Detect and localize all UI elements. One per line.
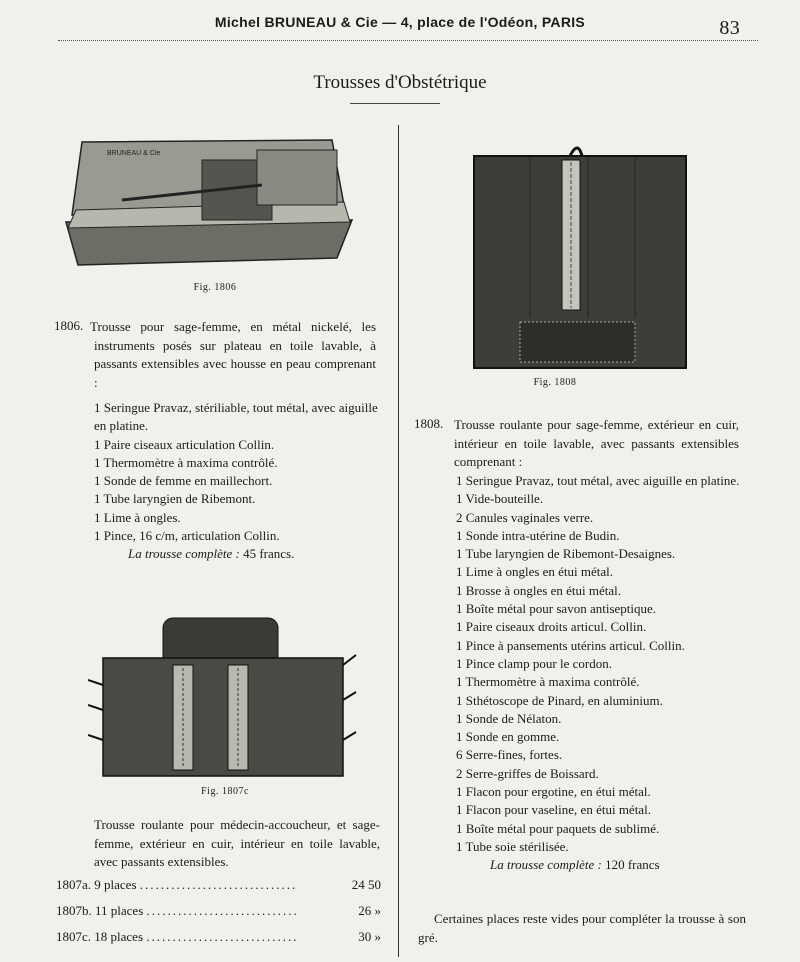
item-1807-description: Trousse roulante pour médecin-accoucheur, et sage-femme, extérieur en cuir, intérieur en toile lavable, avec passants extensibles. [94, 817, 380, 869]
price-value: 45 francs. [243, 546, 295, 562]
variant-number: 1807a. [56, 877, 92, 892]
list-item: 1 Tube laryngien de Ribemont. [94, 491, 256, 507]
header-rule [58, 40, 758, 41]
list-item: 1 Thermomètre à maxima contrôlé. [94, 454, 278, 470]
list-item: 1 Paire ciseaux droits articul. Collin. [456, 619, 647, 635]
list-item: 1 Pince à pansements utérins articul. Collin. [456, 637, 685, 653]
price-value: 120 francs [605, 857, 660, 873]
list-item: 1 Sthétoscope de Pinard, en aluminium. [456, 692, 663, 708]
variant-number: 1807c. [56, 929, 92, 944]
list-item: 1 Sonde intra-utérine de Budin. [456, 527, 620, 543]
fig-1806-caption: Fig. 1806 [193, 282, 237, 293]
list-item: 1 Boîte métal pour savon antiseptique. [456, 601, 657, 617]
fig-1807c-caption: Fig. 1807c [201, 786, 249, 797]
item-1808-number: 1808. [414, 416, 444, 431]
list-item: 1 Sonde de Nélaton. [456, 710, 562, 726]
list-item: 1 Flacon pour ergotine, en étui métal. [456, 784, 651, 800]
list-item: 6 Serre-fines, fortes. [456, 747, 563, 763]
list-item: 1 Sonde de femme en maillechort. [94, 473, 273, 489]
list-item: 1 Lime à ongles. [94, 509, 181, 525]
section-title: Trousses d'Obstétrique [313, 72, 487, 93]
variant-price: 26 » [358, 903, 381, 918]
column-divider [398, 125, 399, 957]
item-1806-price [94, 545, 379, 563]
item-1808-price [456, 856, 740, 874]
variant-price: 24 50 [351, 877, 381, 892]
item-1806-description: Trousse pour sage-femme, en métal nickelé, les instruments posés sur plateau en toile lavable, à passants extensibles avec housse en peau comprenant : [90, 319, 376, 390]
list-item: 1 Brosse à ongles en étui métal. [456, 582, 621, 598]
item-1808-contents [456, 472, 740, 875]
variant-row [56, 903, 381, 919]
variant-label: 11 places [95, 903, 144, 918]
list-item: 1 Seringue Pravaz, tout métal, avec aiguille en platine. [456, 473, 740, 488]
list-item: 2 Serre-griffes de Boissard. [456, 765, 599, 781]
fig-1807c-rolled-case-illustration [88, 610, 358, 780]
list-item: 1 Seringue Pravaz, stériliable, tout métal, avec aiguille en platine. [94, 400, 378, 434]
list-item: 1 Boîte métal pour paquets de sublimé. [456, 820, 660, 836]
item-1808-note: Certaines places reste vides pour compléter la trousse à son gré. [418, 911, 746, 945]
list-item: 1 Thermomètre à maxima contrôlé. [456, 674, 640, 690]
page-number: 83 [719, 17, 740, 39]
variant-row [56, 877, 381, 893]
title-rule [350, 103, 440, 104]
price-label: La trousse complète : [490, 857, 602, 873]
publisher-line: Michel BRUNEAU & Cie — 4, place de l'Odéon, PARIS [214, 14, 586, 30]
fig-1806-engraving: BRUNEAU & Cie [107, 150, 161, 157]
variant-label: 18 places [94, 929, 144, 944]
list-item: 1 Flacon pour vaseline, en étui métal. [456, 802, 651, 818]
item-1806-contents [94, 399, 379, 564]
list-item: 1 Tube soie stérilisée. [456, 838, 569, 854]
fig-1808-caption: Fig. 1808 [533, 377, 577, 388]
item-1806-number: 1806. [54, 318, 84, 333]
leader-dots: ............................. [146, 929, 299, 944]
list-item: 1 Paire ciseaux articulation Collin. [94, 436, 275, 452]
list-item: 1 Lime à ongles en étui métal. [456, 564, 614, 580]
list-item: 1 Vide-bouteille. [456, 491, 544, 507]
list-item: 1 Pince clamp pour le cordon. [456, 655, 612, 671]
list-item: 2 Canules vaginales verre. [456, 509, 594, 525]
variant-row [56, 929, 381, 945]
list-item: 1 Tube laryngien de Ribemont-Desaignes. [456, 546, 676, 562]
page-header [0, 14, 800, 38]
variant-price: 30 » [358, 929, 381, 944]
item-1808-description: Trousse roulante pour sage-femme, extérieur en cuir, intérieur en toile lavable, avec passants extensibles comprenant : [454, 417, 739, 469]
variant-label: 9 places [94, 877, 137, 892]
list-item: 1 Pince, 16 c/m, articulation Collin. [94, 528, 280, 544]
fig-1808-leather-roll-illustration [470, 142, 690, 372]
variant-number: 1807b. [56, 903, 92, 918]
leader-dots: .............................. [139, 877, 298, 892]
leader-dots: ............................. [146, 903, 299, 918]
fig-1806-metal-case-illustration [62, 130, 354, 275]
price-label: La trousse complète : [128, 546, 240, 562]
list-item: 1 Sonde en gomme. [456, 729, 560, 745]
